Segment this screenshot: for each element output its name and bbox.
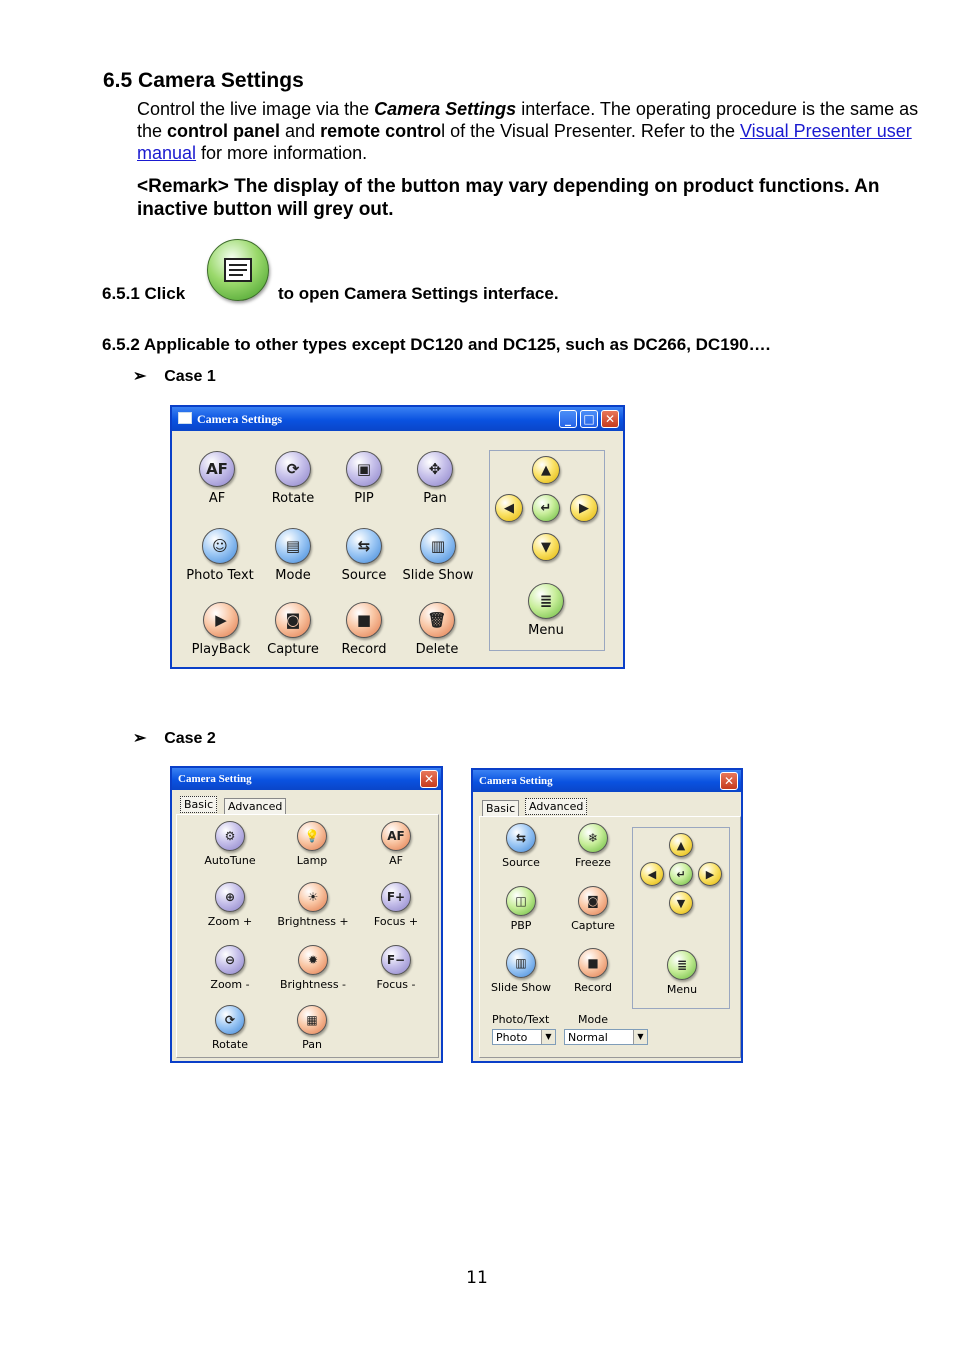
play-icon: ▶ [203, 602, 239, 638]
case2b-title: Camera Setting [479, 775, 553, 787]
photo-text-label: Photo/Text [492, 1013, 550, 1026]
slide-show-icon: ▥ [420, 528, 456, 564]
pip-button[interactable] [331, 451, 397, 506]
pbp-button[interactable] [488, 886, 554, 932]
close-button[interactable]: ✕ [720, 772, 738, 790]
pan-icon: ▦ [297, 1005, 327, 1035]
step-651-prefix: 6.5.1 Click [102, 284, 186, 303]
case1-bullet: ➢ Case 1 [133, 368, 216, 385]
intro-bold-control-panel: control panel [167, 121, 281, 141]
case2b-titlebar [473, 770, 741, 792]
brightness-plus-button[interactable] [273, 882, 353, 928]
slide-show-button[interactable] [484, 948, 558, 994]
tab-basic[interactable]: Basic [482, 800, 519, 816]
dark-sun-icon: ✹ [298, 945, 328, 975]
lamp-button[interactable] [279, 821, 345, 867]
enter-icon[interactable]: ↵ [532, 494, 560, 522]
sun-icon: ☀ [298, 882, 328, 912]
camera-settings-launch-icon[interactable] [207, 239, 269, 301]
menu-icon: ≣ [667, 950, 697, 980]
lamp-icon: 💡 [297, 821, 327, 851]
arrow-down-icon[interactable]: ▼ [532, 533, 560, 561]
close-button[interactable]: ✕ [601, 410, 619, 428]
trash-icon: 🗑 [419, 602, 455, 638]
mode-label: Mode [578, 1013, 608, 1026]
tab-basic[interactable]: Basic [180, 796, 217, 813]
capture-button[interactable] [260, 602, 326, 657]
intro-text: and [280, 121, 321, 141]
mode-icon: ▤ [275, 528, 311, 564]
pan-button[interactable] [402, 451, 468, 506]
mode-value: Normal [568, 1031, 608, 1044]
photo-text-label: Photo Text [186, 568, 254, 583]
source-label: Source [341, 568, 387, 583]
close-button[interactable]: ✕ [420, 770, 438, 788]
rotate-icon: ⟳ [275, 451, 311, 487]
arrow-up-icon[interactable]: ▲ [669, 833, 693, 857]
minimize-button[interactable]: _ [559, 410, 577, 428]
capture-label: Capture [267, 642, 319, 657]
zoom-minus-button[interactable] [197, 945, 263, 991]
tab-advanced[interactable]: Advanced [224, 798, 286, 814]
case2-label: Case 2 [164, 730, 216, 747]
intro-text: Control the live image via the [137, 99, 375, 119]
arrow-left-icon[interactable]: ◀ [495, 494, 523, 522]
record-button[interactable] [560, 948, 626, 994]
navigation-panel [632, 827, 730, 1009]
intro-text: l of the Visual Presenter. Refer to the [441, 121, 740, 141]
brightness-minus-label: Brightness - [279, 978, 347, 991]
autotune-button[interactable] [197, 821, 263, 867]
photo-text-value: Photo [496, 1031, 528, 1044]
video-camera-icon: ■ [578, 948, 608, 978]
source-button[interactable] [331, 528, 397, 583]
slide-show-label: Slide Show [402, 568, 474, 583]
photo-text-button[interactable] [180, 528, 260, 583]
menu-label: Menu [528, 623, 564, 638]
af-button[interactable] [184, 451, 250, 506]
arrow-up-icon[interactable]: ▲ [532, 456, 560, 484]
case2a-title: Camera Setting [178, 773, 252, 785]
slide-show-button[interactable] [398, 528, 478, 583]
zoom-plus-button[interactable] [197, 882, 263, 928]
focus-minus-label: Focus - [376, 978, 416, 991]
step-652-heading: 6.5.2 Applicable to other types except DC120 and DC125, such as DC266, DC190…. [102, 335, 771, 354]
delete-button[interactable] [404, 602, 470, 657]
source-button[interactable] [488, 823, 554, 869]
case1-label: Case 1 [164, 368, 216, 385]
pan-label: Pan [423, 491, 447, 506]
af-label: AF [208, 491, 226, 506]
pip-icon: ▣ [346, 451, 382, 487]
menu-doc-icon [223, 257, 253, 283]
slide-show-label: Slide Show [490, 981, 552, 994]
af-icon: AF [381, 821, 411, 851]
source-icon: ⇆ [506, 823, 536, 853]
car-icon: ⚙ [215, 821, 245, 851]
arrow-right-icon[interactable]: ▶ [698, 862, 722, 886]
pan-button[interactable] [279, 1005, 345, 1051]
record-button[interactable] [331, 602, 397, 657]
pip-label: PIP [354, 491, 374, 506]
user-manual-link[interactable]: Visual Presenter user manual [137, 121, 912, 163]
zoom-plus-label: Zoom + [207, 915, 253, 928]
playback-label: PlayBack [191, 642, 251, 657]
camera-icon: ◙ [578, 886, 608, 916]
intro-paragraph [137, 98, 927, 164]
rotate-icon: ⟳ [215, 1005, 245, 1035]
arrow-left-icon[interactable]: ◀ [640, 862, 664, 886]
case2-basic-window [170, 766, 443, 1063]
mode-label: Mode [275, 568, 311, 583]
brightness-plus-label: Brightness + [277, 915, 349, 928]
chevron-down-icon: ▼ [633, 1030, 647, 1044]
zoom-out-icon: ⊖ [215, 945, 245, 975]
capture-label: Capture [571, 919, 615, 932]
mode-button[interactable] [260, 528, 326, 583]
step-651-suffix: to open Camera Settings interface. [278, 284, 559, 303]
record-label: Record [341, 642, 387, 657]
capture-button[interactable] [560, 886, 626, 932]
pbp-icon: ◫ [506, 886, 536, 916]
pan-icon: ✥ [417, 451, 453, 487]
enter-icon[interactable]: ↵ [669, 862, 693, 886]
case2b-tab-pane [479, 816, 741, 1058]
navigation-panel [489, 450, 605, 651]
case1-window [170, 405, 625, 669]
case2-bullet: ➢ Case 2 [133, 730, 216, 747]
lamp-label: Lamp [296, 854, 328, 867]
menu-button[interactable] [649, 950, 715, 996]
rotate-button[interactable] [197, 1005, 263, 1051]
zoom-minus-label: Zoom - [210, 978, 250, 991]
arrow-down-icon[interactable]: ▼ [669, 891, 693, 915]
section-heading: 6.5 Camera Settings [103, 69, 304, 92]
video-camera-icon: ■ [346, 602, 382, 638]
intro-bold-remote: remote contro [320, 121, 442, 141]
rotate-button[interactable] [260, 451, 326, 506]
source-label: Source [502, 856, 540, 869]
focus-plus-button[interactable] [363, 882, 429, 928]
case2a-tab-pane [176, 814, 439, 1058]
snowflake-icon: ❄ [578, 823, 608, 853]
af-icon: AF [199, 451, 235, 487]
photo-text-select[interactable] [492, 1029, 556, 1045]
menu-button[interactable] [508, 583, 584, 638]
zoom-in-icon: ⊕ [215, 882, 245, 912]
intro-text: for more information. [196, 143, 368, 163]
page-number: 11 [466, 1268, 488, 1288]
delete-label: Delete [415, 642, 459, 657]
focus-plus-label: Focus + [373, 915, 419, 928]
photo-text-icon: ☺ [202, 528, 238, 564]
focus-plus-icon: F+ [381, 882, 411, 912]
intro-bold-camera-settings: Camera Settings [374, 99, 517, 119]
window-icon [178, 412, 192, 424]
pbp-label: PBP [510, 919, 532, 932]
freeze-button[interactable] [560, 823, 626, 869]
af-button[interactable] [363, 821, 429, 867]
case2-advanced-window [471, 768, 743, 1063]
camera-icon: ◙ [275, 602, 311, 638]
rotate-label: Rotate [271, 491, 315, 506]
chevron-down-icon: ▼ [541, 1030, 555, 1044]
case2a-titlebar [172, 768, 441, 790]
tab-advanced[interactable]: Advanced [525, 798, 587, 815]
record-label: Record [573, 981, 612, 994]
menu-icon: ≣ [528, 583, 564, 619]
autotune-label: AutoTune [204, 854, 256, 867]
intro-text: interface. The operating procedure is the same as the [137, 99, 919, 141]
rotate-label: Rotate [211, 1038, 248, 1051]
slide-show-icon: ▥ [506, 948, 536, 978]
maximize-button[interactable]: □ [580, 410, 598, 428]
pan-label: Pan [302, 1038, 322, 1051]
brightness-minus-button[interactable] [273, 945, 353, 991]
freeze-label: Freeze [575, 856, 611, 869]
menu-label: Menu [666, 983, 698, 996]
af-label: AF [389, 854, 403, 867]
remark-note: <Remark> The display of the button may vary depending on product functions. An inactive button will grey out. [137, 176, 880, 220]
mode-select[interactable] [564, 1029, 648, 1045]
case1-title: Camera Settings [197, 412, 282, 426]
focus-minus-icon: F− [381, 945, 411, 975]
arrow-right-icon[interactable]: ▶ [570, 494, 598, 522]
source-icon: ⇆ [346, 528, 382, 564]
case1-titlebar [172, 407, 623, 431]
playback-button[interactable] [184, 602, 258, 657]
focus-minus-button[interactable] [363, 945, 429, 991]
